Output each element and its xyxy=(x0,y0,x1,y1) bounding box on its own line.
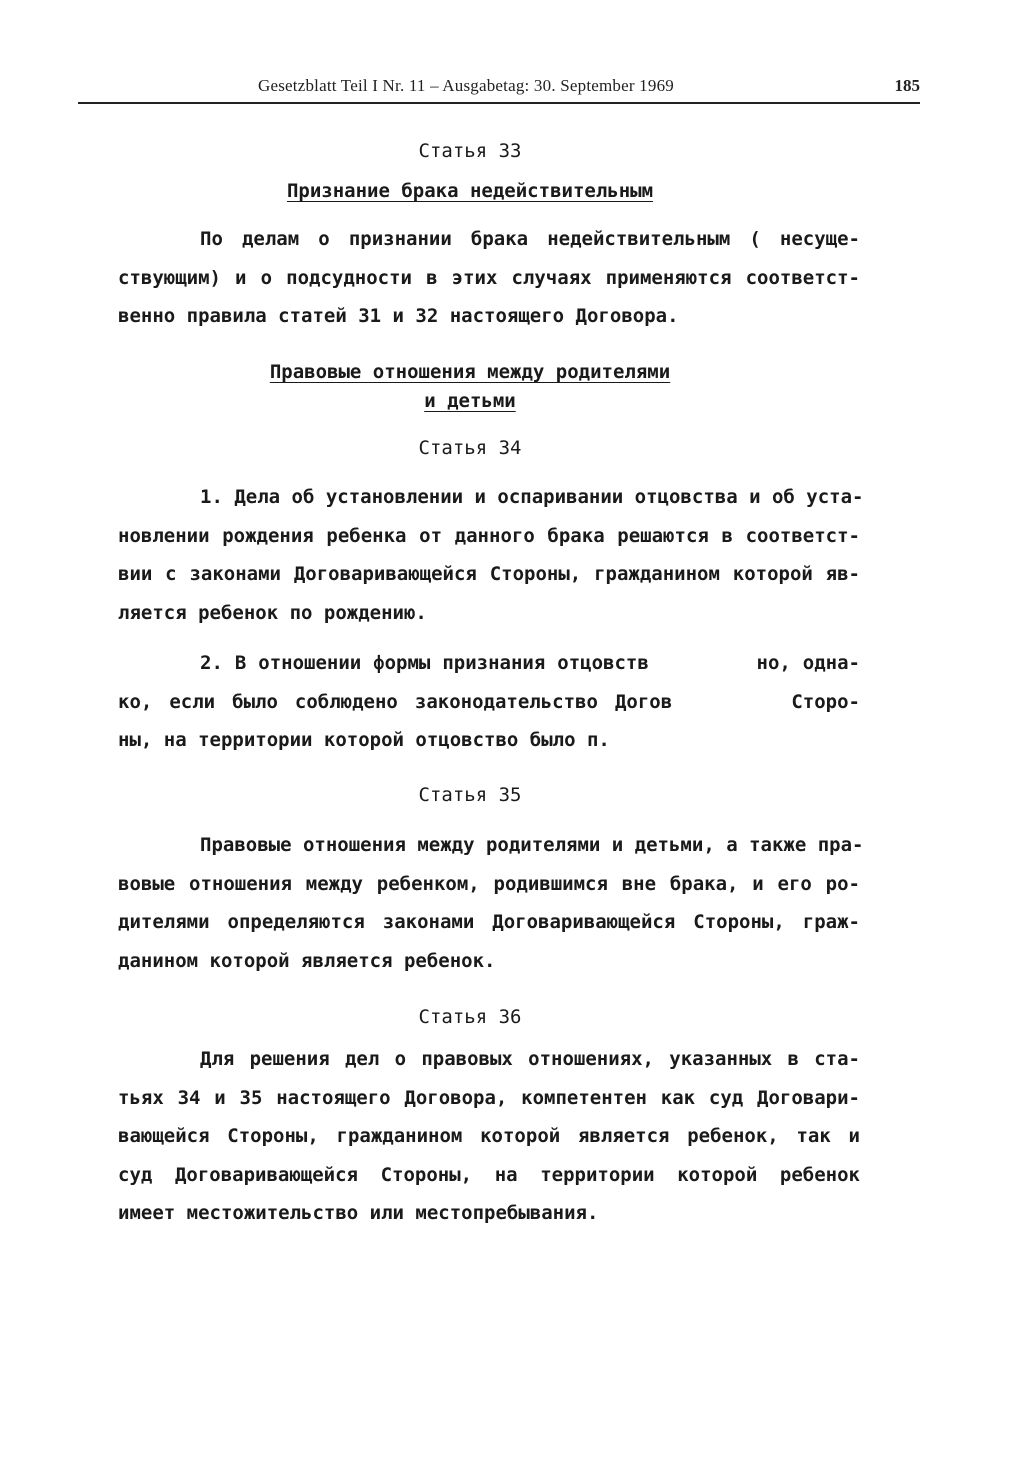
paragraph-line: По делам о признании брака недействительным ( несуще- xyxy=(200,228,860,250)
paragraph-line: Правовые отношения между родителями и детьми, а также пра- xyxy=(200,834,864,856)
paragraph-line: ствующим) и о подсудности в этих случаях применяются соответст- xyxy=(118,266,860,289)
article-36-paragraph xyxy=(118,1040,860,1233)
paragraph-line: ны, на территории которой отцовство было п. xyxy=(118,729,610,751)
paragraph-line: имеет местожительство или местопребывания. xyxy=(118,1202,599,1224)
paragraph-line: вовые отношения между ребенком, родившимся вне брака, и его ро- xyxy=(118,872,860,895)
article-35-title: Статья 35 xyxy=(418,784,522,806)
article-34-paragraph-2 xyxy=(118,644,860,760)
article-33-title: Статья 33 xyxy=(418,140,522,162)
section-title-wrap xyxy=(0,361,940,383)
paragraph-line: тьях 34 и 35 настоящего Договора, компетентен как суд Договари- xyxy=(118,1086,860,1109)
paragraph-line: дителями определяются законами Договаривающейся Стороны, граж- xyxy=(118,911,860,933)
paragraph-line: вающейся Стороны, гражданином которой является ребенок, так и xyxy=(118,1125,860,1147)
page-number: 185 xyxy=(894,76,920,95)
paragraph-line: суд Договаривающейся Стороны, на территории которой ребенок xyxy=(118,1163,860,1186)
article-33-subtitle: Признание брака недействительным xyxy=(286,180,654,202)
paragraph-line: 1. Дела об установлении и оспаривании отцовства и об уста- xyxy=(200,486,864,508)
paragraph-line: вии с законами Договаривающейся Стороны, гражданином которой яв- xyxy=(118,563,860,585)
article-33-subtitle-wrap xyxy=(0,180,940,202)
paragraph-line: венно правила статей 31 и 32 настоящего Договора. xyxy=(118,305,679,327)
header-text: Gesetzblatt Teil I Nr. 11 – Ausgabetag: 30. September 1969 xyxy=(258,76,674,95)
paragraph-line: ляется ребенок по рождению. xyxy=(118,601,427,624)
article-36-title: Статья 36 xyxy=(418,1006,522,1028)
paragraph-line: Для решения дел о правовых отношениях, указанных в ста- xyxy=(200,1048,860,1070)
section-title-wrap-2 xyxy=(0,390,940,412)
article-34-paragraph-1 xyxy=(118,478,864,632)
article-35-paragraph xyxy=(118,826,864,980)
article-34-title: Статья 34 xyxy=(418,437,522,459)
paragraph-line: новлении рождения ребенка от данного брака решаются в соответст- xyxy=(118,524,860,547)
article-33-paragraph xyxy=(118,220,860,336)
paragraph-line: данином которой является ребенок. xyxy=(118,949,496,972)
section-title-line1: Правовые отношения между родителями xyxy=(269,361,671,383)
section-title-line2: и детьми xyxy=(424,390,516,412)
page-header xyxy=(78,72,920,104)
paragraph-line: ко, если было соблюдено законодательство Догов Сторо- xyxy=(118,690,860,713)
paragraph-line: 2. В отношении формы признания отцовств но, одна- xyxy=(200,652,860,674)
